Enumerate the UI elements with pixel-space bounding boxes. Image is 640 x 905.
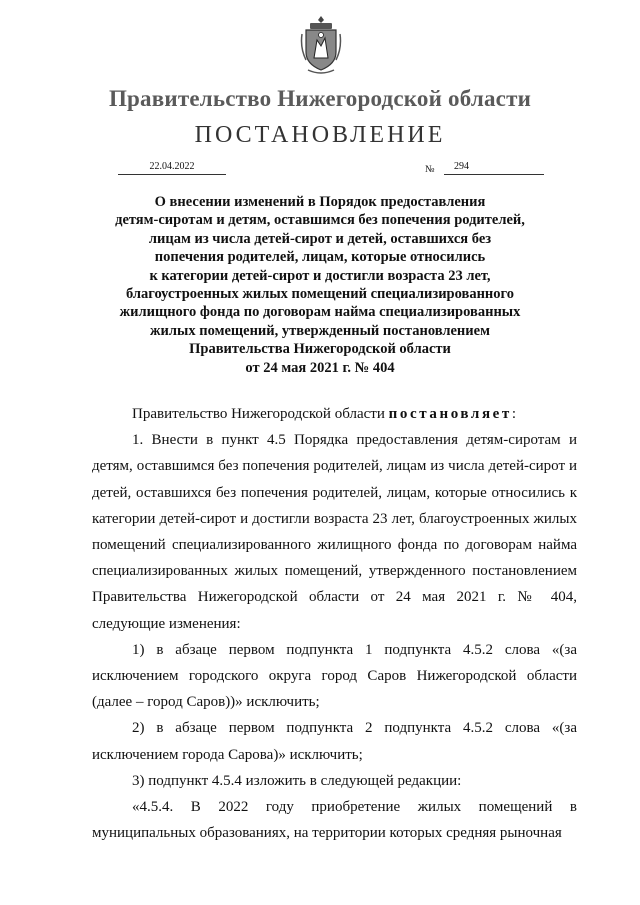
title-line: лицам из числа детей-сирот и детей, оставшихся без (148, 230, 492, 247)
document-type: ПОСТАНОВЛЕНИЕ (194, 122, 446, 148)
paragraph-3: 2) в абзаце первом подпункта 2 подпункта 4.5.2 слова «(за исключением города Сарова)» исключить; (92, 720, 577, 763)
title-line: к категории детей-сирот и достигли возраста 23 лет, (149, 267, 491, 284)
coat-of-arms-emblem (300, 14, 342, 76)
title-line: попечения родителей, лицам, которые относились (154, 249, 486, 266)
document-date: 22.04.2022 (118, 160, 226, 175)
title-line: детям-сиротам и детям, оставшимся без попечения родителей, (115, 212, 525, 229)
intro-paragraph (92, 401, 577, 427)
title-line: жилых помещений, утвержденный постановлением (150, 322, 490, 339)
title-line: Правительства Нижегородской области (189, 341, 451, 358)
title-line: жилищного фонда по договорам найма специализированных (119, 304, 521, 321)
document-number: 294 (444, 160, 544, 175)
paragraph-2: 1) в абзаце первом подпункта 1 подпункта 4.5.2 слова «(за исключением городского округа город Саров Нижегородской области (далее – город Саров))» исключить; (92, 641, 577, 711)
intro-decree-word: постановляет (388, 406, 512, 422)
intro-prefix: Правительство Нижегородской области (132, 406, 385, 422)
intro-suffix: : (511, 406, 517, 422)
title-line: от 24 мая 2021 г. № 404 (245, 359, 395, 376)
paragraph-4: 3) подпункт 4.5.4 изложить в следующей редакции: (132, 772, 462, 789)
title-line: благоустроенных жилых помещений специализированного (125, 286, 515, 303)
document-title (80, 193, 560, 377)
number-sign: № (425, 164, 435, 175)
title-line: О внесении изменений в Порядок предоставления (154, 194, 486, 210)
government-name: Правительство Нижегородской области (108, 86, 532, 111)
paragraph-5: «4.5.4. В 2022 году приобретение жилых помещений в муниципальных образованиях, на территории которых средняя рыночная (92, 799, 577, 842)
paragraph-1: 1. Внести в пункт 4.5 Порядка предоставления детям-сиротам и детям, оставшимся без попечения родителей, лицам из числа детей-сирот и детей, оставшихся без попечения родителей, лицам, которые относились к категории детей-сирот и достигли возраста 23 лет, благоустроенных жилых помещений специализированного жилищного фонда по договорам найма специализированных жилых помещений, утвержденного постановлением Правительства Нижегородской области от 24 мая 2021 г. № 404, следующие изменения: (92, 432, 577, 632)
document-body (92, 401, 577, 846)
